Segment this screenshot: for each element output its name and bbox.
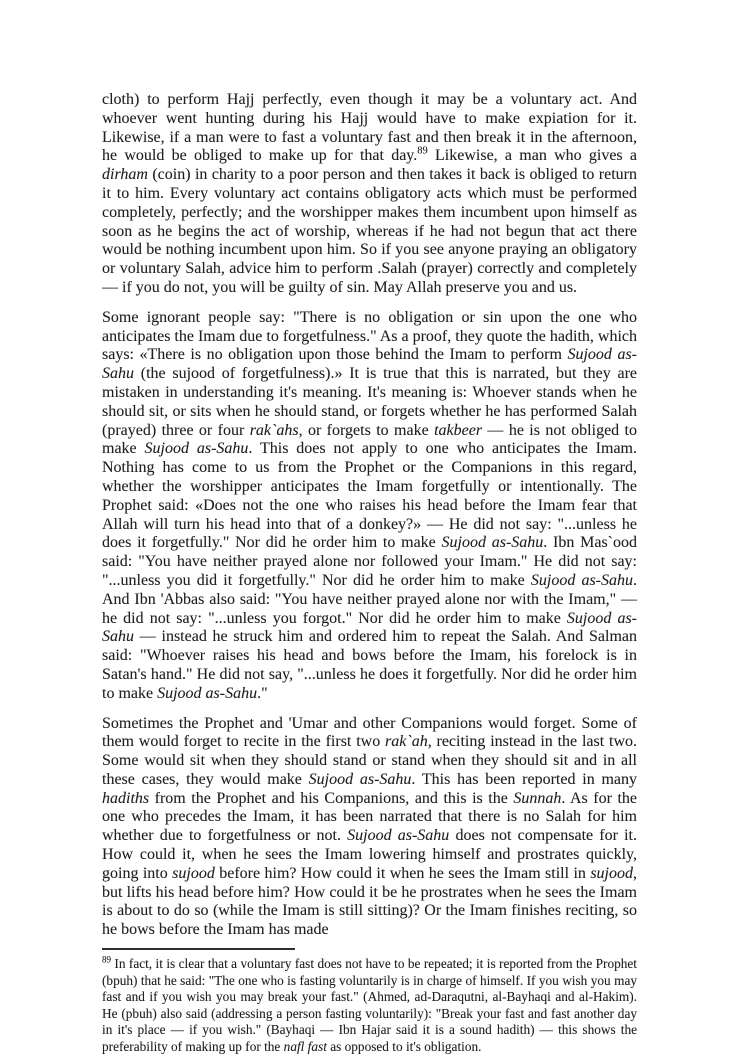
footnote-marker: 89	[102, 954, 111, 965]
text-run: , or forgets to make	[298, 421, 435, 439]
italic-term: Sujood as-Sahu	[157, 684, 258, 702]
text-run: (coin) in charity to a poor person and then takes it back is obliged to return it to him. Every voluntary act contains obligatory acts which must be performed completely, perfectly; and the worshipper makes them incumbent upon himself as soon as he begins the act of worship, whereas if he had not begun that act there would be nothing incumbent upon him. So if you see anyone praying an obligatory or voluntary Salah, advice him to perform .Salah (prayer) correctly and completely — if you do not, you will be guilty of sin. May Allah preserve you and us.	[102, 166, 637, 296]
italic-term: rak`ah	[385, 733, 428, 751]
text-run: . This does not apply to one who anticipates the Imam. Nothing has come to us from the Prophet or the Companions in this regard, whether the worshipper anticipates the Imam forgetfully or intentionally. The Prophet said: «Does not the one who raises his head before the Imam fear that Allah will turn his head into that of a donkey?» — He did not say: "...unless he does it forgetfully." Nor did he order him to make	[102, 440, 638, 552]
italic-term: Sujood as-Sahu	[347, 827, 450, 845]
paragraph-3	[102, 715, 637, 941]
italic-term: Sujood as-Sahu	[308, 770, 412, 788]
text-run: as opposed to it's obligation.	[326, 1039, 482, 1055]
paragraph-2	[102, 309, 637, 704]
text-run: . This has been reported in many	[411, 770, 637, 788]
italic-term: Sujood as-Sahu	[102, 609, 638, 646]
text-run: before him? How could it when he sees the Imam still in	[214, 864, 591, 882]
paragraph-1	[102, 91, 637, 298]
italic-term: Sujood as-Sahu	[102, 346, 638, 383]
body-paragraphs	[102, 91, 637, 940]
text-run: — he is not obliged to make	[102, 421, 638, 458]
italic-term: dirham	[102, 166, 148, 184]
text-run: cloth) to perform Hajj perfectly, even though it may be a voluntary act. And whoever went hunting during his Hajj would have to make expiation for it. Likewise, if a man were to fast a voluntary fast and then break it in the afternoon, he would be obliged to make up for that day.	[102, 91, 637, 165]
text-run: Likewise, a man who gives a	[427, 147, 637, 165]
text-run: Sometimes the Prophet and 'Umar and other Companions would forget. Some of them would forget to recite in the first two	[102, 714, 637, 751]
italic-term: Sujood as-Sahu	[530, 571, 633, 589]
italic-term: hadiths	[102, 789, 150, 807]
text-run: . Ibn Mas`ood said: "You have neither prayed alone nor followed your Imam." He did not say: "...unless you did it forgetfully." Nor did he order him to make	[102, 534, 638, 589]
italic-term: rak`ahs	[249, 421, 299, 439]
text-run: . As for the one who precedes the Imam, it has been narrated that there is no Salah for him whether due to forgetfulness or not.	[102, 789, 637, 845]
text-run: In fact, it is clear that a voluntary fast does not have to be repeated; it is reported from the Prophet (bpuh) that he said: "The one who is fasting voluntarily is in charge of himself. If you wish you may fast and if you wish you may break your fast." (Ahmed, ad-Daraqutni, al-Bayhaqi and al-Hakim). He (pbuh) also said (addressing a person fasting voluntarily): "Break your fast and fast another day in it's place — if you wish." (Bayhaqi — Ibn Hajar said it is a sound hadith) — this shows the preferability of making up for the	[102, 956, 637, 1055]
footnote-text	[102, 956, 637, 1056]
italic-term: Sujood as-Sahu	[441, 534, 544, 552]
text-run: , but lifts his head before him? How could it be he prostrates when he sees the Imam is about to do so (while the Imam is still sitting)? Or the Imam finishes reciting, so he bows before the Imam has made	[102, 864, 637, 939]
footnote-reference: 89	[417, 146, 428, 158]
text-run: , reciting instead in the last two. Some would sit when they should stand or stand when they should sit and in all these cases, they would make	[102, 733, 638, 788]
text-run: Some ignorant people say: "There is no obligation or sin upon the one who anticipates the Imam due to forgetfulness." As a proof, they quote the hadith, which says: «There is no obligation upon those behind the Imam to perform	[102, 308, 637, 364]
italic-term: takbeer	[434, 421, 483, 439]
italic-term: nafl fast	[283, 1039, 327, 1055]
text-run: does not compensate for it. How could it, when he sees the Imam lowering himself and prostrates quickly, going into	[102, 827, 637, 882]
text-run: ."	[257, 684, 268, 702]
italic-term: sujood	[172, 864, 215, 882]
italic-term: Sunnah	[513, 789, 562, 807]
italic-term: Sujood as-Sahu	[144, 440, 249, 458]
text-run: from the Prophet and his Companions, and this is the	[149, 789, 514, 807]
italic-term: sujood	[590, 864, 633, 882]
text-run: (the sujood of forgetfulness).» It is true that this is narrated, but they are mistaken in understanding it's meaning. It's meaning is: Whoever stands when he should sit, or sits when he should stand, or forgets whether he has performed Salah (prayed) three or four	[102, 365, 637, 439]
text-run: . And Ibn 'Abbas also said: "You have neither prayed alone nor with the Imam," — he did not say: "...unless you forgot." Nor did he order him to make	[102, 571, 637, 627]
footnote-separator	[102, 948, 295, 950]
text-run: — instead he struck him and ordered him to repeat the Salah. And Salman said: "Whoever raises his head and bows before the Imam, his forelock is in Satan's hand." He did not say, "...unless he does it forgetfully. Nor did he order him to make	[102, 628, 637, 702]
